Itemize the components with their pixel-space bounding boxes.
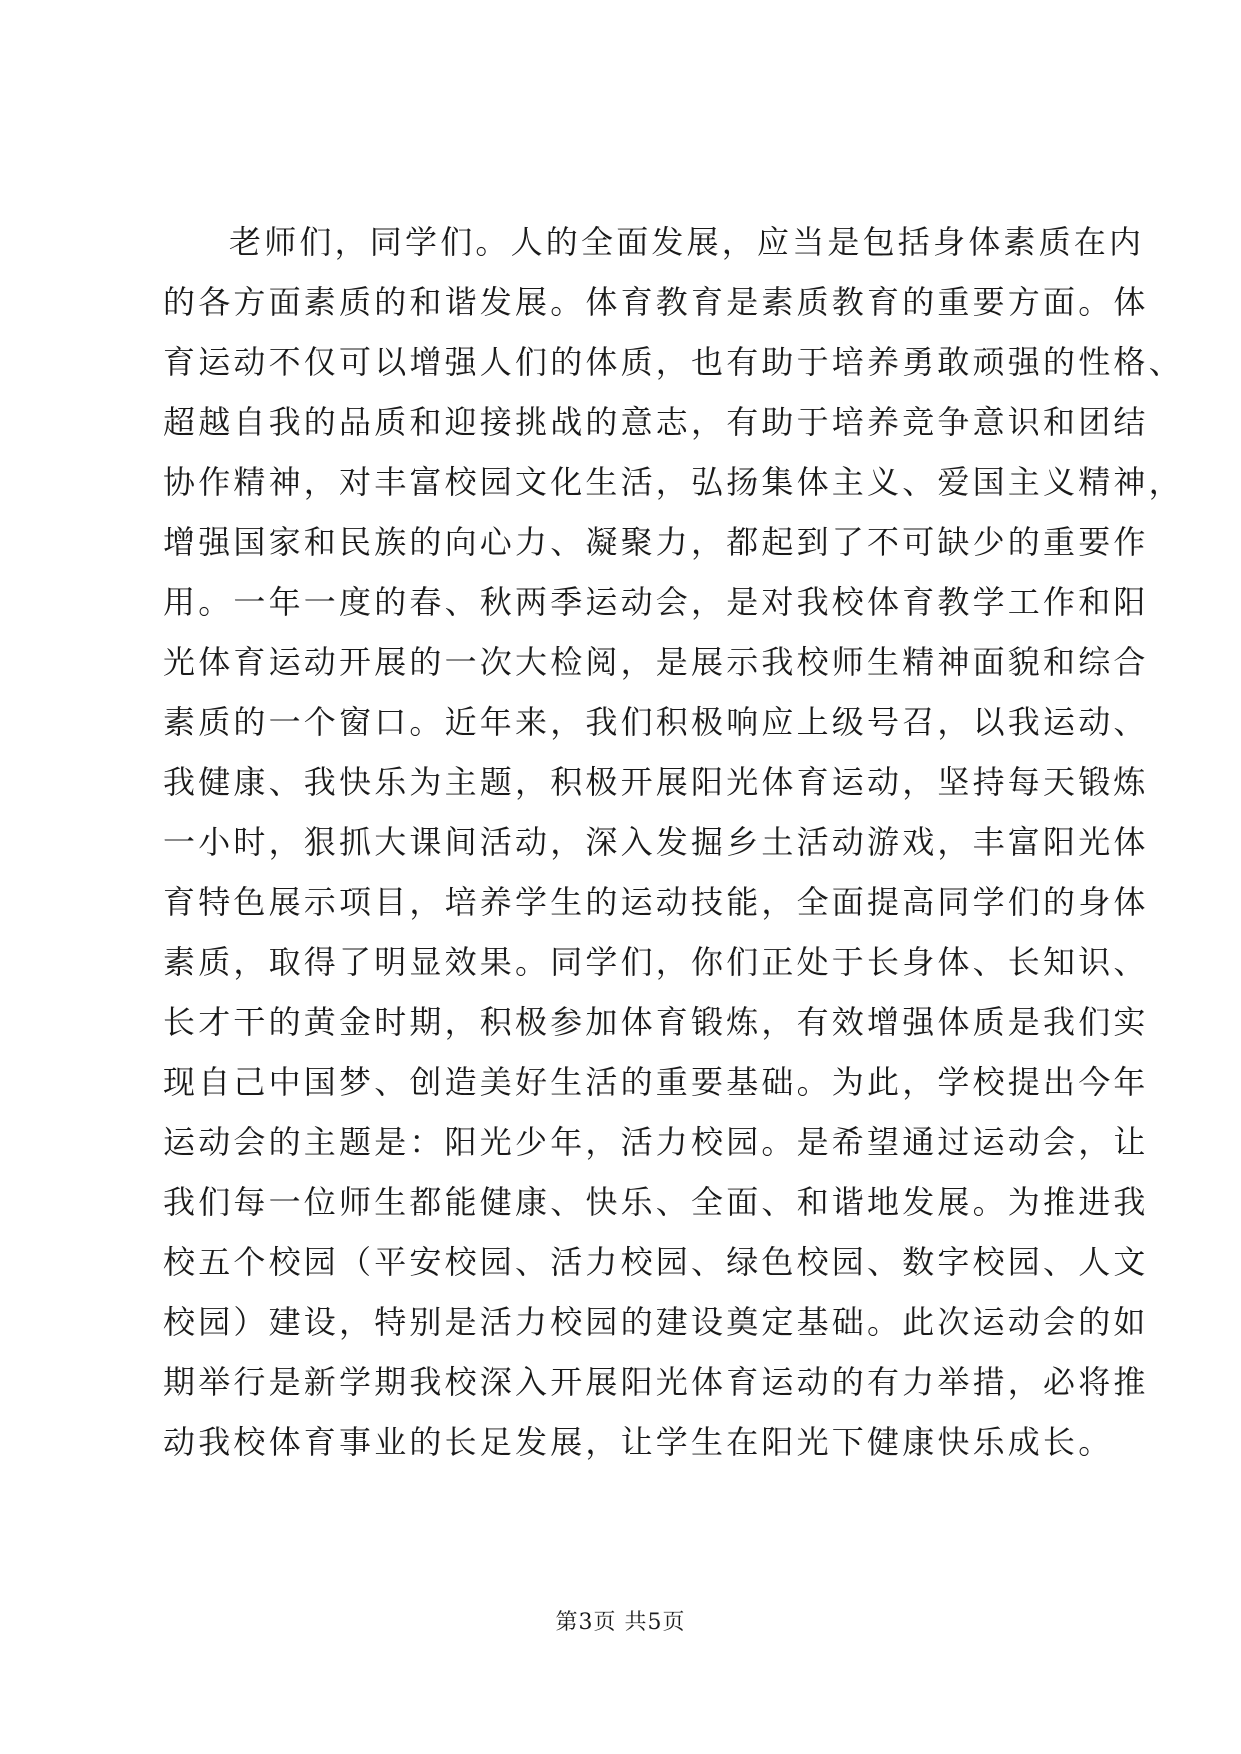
text-line: 素质的一个窗口。近年来，我们积极响应上级号召，以我运动、 — [163, 703, 1149, 741]
text-line: 育运动不仅可以增强人们的体质，也有助于培养勇敢顽强的性格、 — [163, 343, 1184, 381]
text-line: 期举行是新学期我校深入开展阳光体育运动的有力举措，必将推 — [163, 1363, 1149, 1401]
text-line: 光体育运动开展的一次大检阅，是展示我校师生精神面貌和综合 — [163, 643, 1149, 681]
text-line: 我健康、我快乐为主题，积极开展阳光体育运动，坚持每天锻炼 — [163, 763, 1149, 801]
text-line: 现自己中国梦、创造美好生活的重要基础。为此，学校提出今年 — [163, 1063, 1149, 1101]
text-line: 一小时，狠抓大课间活动，深入发掘乡土活动游戏，丰富阳光体 — [163, 823, 1149, 861]
text-line: 的各方面素质的和谐发展。体育教育是素质教育的重要方面。体 — [163, 283, 1149, 321]
text-line: 育特色展示项目，培养学生的运动技能，全面提高同学们的身体 — [163, 883, 1149, 921]
text-line: 用。一年一度的春、秋两季运动会，是对我校体育教学工作和阳 — [163, 583, 1149, 621]
text-line: 运动会的主题是：阳光少年，活力校园。是希望通过运动会，让 — [163, 1123, 1149, 1161]
text-line: 我们每一位师生都能健康、快乐、全面、和谐地发展。为推进我 — [163, 1183, 1149, 1221]
text-line: 校园）建设，特别是活力校园的建设奠定基础。此次运动会的如 — [163, 1303, 1149, 1341]
text-line: 协作精神，对丰富校园文化生活，弘扬集体主义、爱国主义精神， — [163, 463, 1184, 501]
page-footer: 第3页 共5页 — [555, 1610, 686, 1635]
text-line: 长才干的黄金时期，积极参加体育锻炼，有效增强体质是我们实 — [163, 1003, 1149, 1041]
text-line: 动我校体育事业的长足发展，让学生在阳光下健康快乐成长。 — [163, 1423, 1114, 1461]
text-line: 老师们，同学们。人的全面发展，应当是包括身体素质在内 — [229, 223, 1145, 261]
text-line: 校五个校园（平安校园、活力校园、绿色校园、数字校园、人文 — [163, 1243, 1149, 1281]
text-line: 超越自我的品质和迎接挑战的意志，有助于培养竞争意识和团结 — [163, 403, 1149, 441]
text-line: 素质，取得了明显效果。同学们，你们正处于长身体、长知识、 — [163, 943, 1149, 981]
text-line: 增强国家和民族的向心力、凝聚力，都起到了不可缺少的重要作 — [163, 523, 1149, 561]
